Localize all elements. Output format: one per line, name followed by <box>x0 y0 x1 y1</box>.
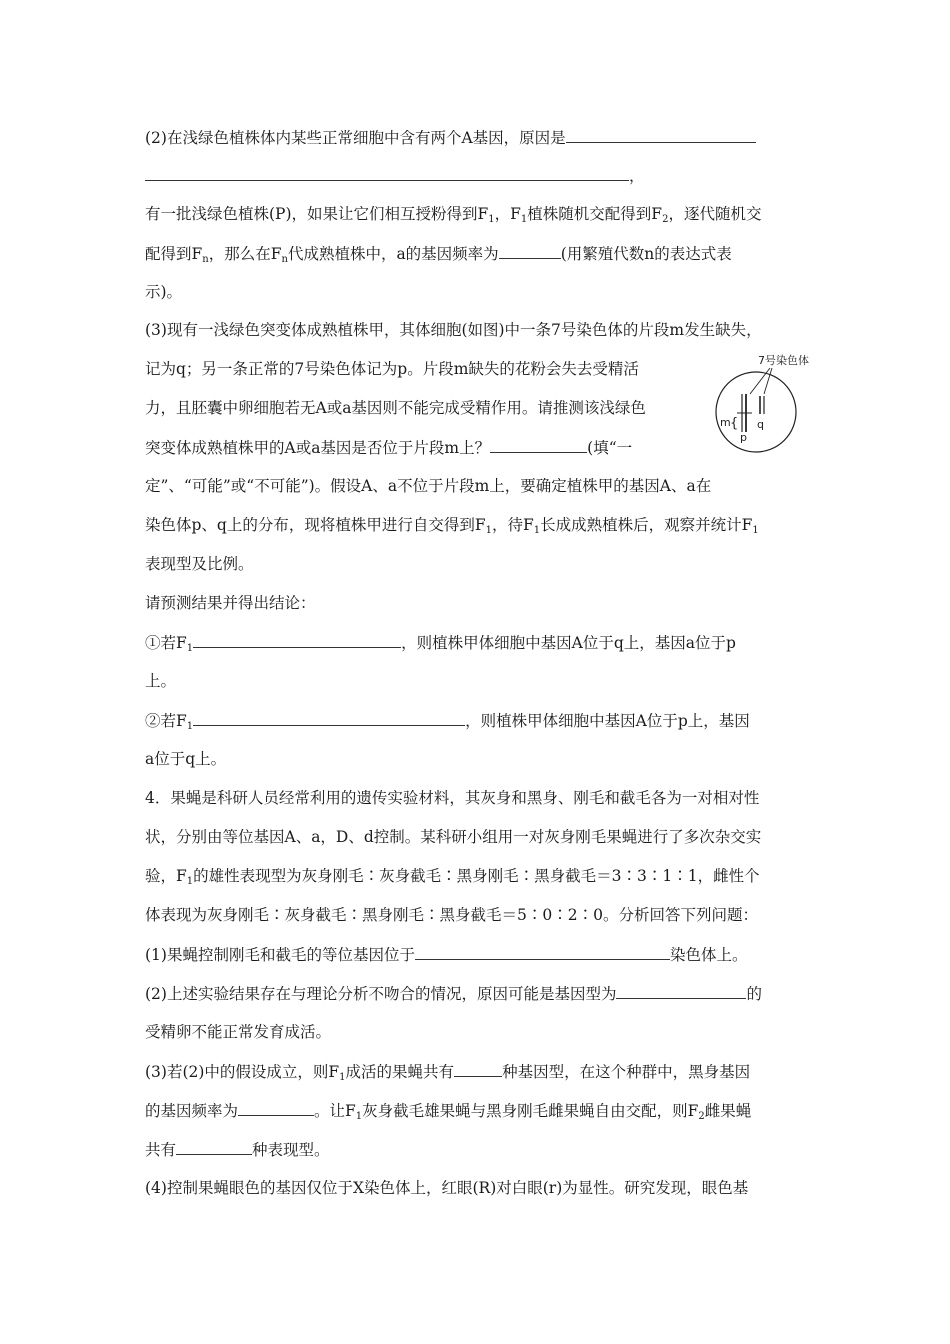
q3-result-2 <box>145 710 750 731</box>
text: 记为q；另一条正常的7号染色体记为p。片段m缺失的花粉会失去受精活 <box>145 360 639 378</box>
text: 染色体上。 <box>669 946 748 964</box>
text: (3)若(2)中的假设成立，则F <box>145 1063 340 1081</box>
text: 受精卵不能正常发育成活。 <box>145 1023 332 1041</box>
answer-blank[interactable] <box>499 243 561 259</box>
text: 定”、“可能”或“不可能”)。假设A、a不位于片段m上，要确定植株甲的基因A、a在 <box>145 477 712 495</box>
text: ，F <box>494 205 521 223</box>
text: 突变体成熟植株甲的A或a基因是否位于片段m上？ <box>145 439 491 457</box>
segment-brace: { <box>730 416 739 431</box>
q2-line-2 <box>145 165 645 186</box>
text: 示)。 <box>145 283 183 301</box>
text: 配得到F <box>145 245 203 263</box>
subscript: 1 <box>339 1072 346 1083</box>
text: (填“一 <box>587 439 633 457</box>
q3-result-1 <box>145 632 736 653</box>
answer-blank[interactable] <box>616 983 746 999</box>
q3-line-4 <box>145 437 632 458</box>
text: (3)现有一浅绿色突变体成熟植株甲，其体细胞(如图)中一条7号染色体的片段m发生缺失， <box>145 321 762 339</box>
subscript: 1 <box>186 721 194 732</box>
subscript: n <box>281 254 288 265</box>
q4-line-1 <box>145 788 759 808</box>
q3-line-7 <box>145 554 254 574</box>
chromosome-p-label: p <box>740 431 747 444</box>
text: 灰身截毛雄果蝇与黑身刚毛雌果蝇自由交配，则F <box>362 1102 699 1120</box>
subscript: 1 <box>488 214 495 225</box>
q4-line-3 <box>145 866 760 886</box>
q4-line-8 <box>145 1061 750 1082</box>
label-pointer <box>764 368 772 394</box>
answer-blank[interactable] <box>145 165 629 181</box>
chromosome-label: 7号染色体 <box>758 354 809 367</box>
text: ，逐代随机交 <box>668 205 762 223</box>
text: 长成成熟植株后，观察并统计F <box>540 516 753 534</box>
answer-blank[interactable] <box>415 944 670 960</box>
subscript: 1 <box>355 1111 363 1122</box>
text: 种基因型，在这个种群中，黑身基因 <box>502 1063 751 1081</box>
answer-blank[interactable] <box>566 127 756 143</box>
answer-blank[interactable] <box>193 710 465 726</box>
text: 状，分别由等位基因A、a，D、d控制。某科研小组用一对灰身刚毛果蝇进行了多次杂交实 <box>145 828 762 846</box>
q3-line-6 <box>145 515 759 535</box>
text: 4．果蝇是科研人员经常利用的遗传实验材料，其灰身和黑身、刚毛和截毛各为一对相对性 <box>145 789 760 807</box>
cell-membrane <box>716 372 796 452</box>
text: 的 <box>746 985 762 1003</box>
text: 请预测结果并得出结论： <box>145 594 316 612</box>
q2-line-5 <box>145 282 182 302</box>
subscript: 2 <box>698 1111 705 1122</box>
text: (1)果蝇控制刚毛和截毛的等位基因位于 <box>145 946 415 964</box>
text: (用繁殖代数n的表达式表 <box>560 245 732 263</box>
q3-line-2 <box>145 359 639 379</box>
q4-line-5 <box>145 944 747 965</box>
q2-line-4 <box>145 243 732 264</box>
q4-line-9 <box>145 1100 751 1121</box>
subscript: 1 <box>520 214 528 225</box>
q4-line-6 <box>145 983 762 1004</box>
subscript: 2 <box>662 214 669 225</box>
q4-line-7 <box>145 1022 331 1042</box>
subscript: n <box>202 254 209 265</box>
text: ，则植株甲体细胞中基因A位于p上，基因 <box>465 712 750 730</box>
text: 。让F <box>314 1102 356 1120</box>
subscript: 1 <box>533 525 541 536</box>
text: ②若F <box>145 712 187 730</box>
q2-line-1 <box>145 127 756 148</box>
cell-figure <box>706 350 816 460</box>
subscript: 1 <box>186 643 194 654</box>
text: 力，且胚囊中卵细胞若无A或a基因则不能完成受精作用。请推测该浅绿色 <box>145 399 646 417</box>
q4-line-11 <box>145 1178 748 1198</box>
text: 染色体p、q上的分布，现将植株甲进行自交得到F <box>145 516 486 534</box>
q3-result-2-cont <box>145 749 226 769</box>
text: ，那么在F <box>208 245 282 263</box>
q4-line-2 <box>145 827 761 847</box>
q3-line-3 <box>145 398 646 418</box>
text: 验，F <box>145 867 187 885</box>
answer-blank[interactable] <box>490 437 587 453</box>
text: 表现型及比例。 <box>145 555 254 573</box>
answer-blank[interactable] <box>238 1100 314 1116</box>
text: 有一批浅绿色植株(P)，如果让它们相互授粉得到F <box>145 205 489 223</box>
text: ，则植株甲体细胞中基因A位于q上，基因a位于p <box>401 634 736 652</box>
text: 共有 <box>145 1141 177 1159</box>
q2-line-3 <box>145 204 761 224</box>
answer-blank[interactable] <box>454 1061 502 1077</box>
text: ，待F <box>491 516 534 534</box>
text: 成活的果蝇共有 <box>345 1063 455 1081</box>
subscript: 1 <box>752 525 759 536</box>
text: (2)在浅绿色植株体内某些正常细胞中含有两个A基因，原因是 <box>145 129 566 147</box>
text: 的基因频率为 <box>145 1102 239 1120</box>
q3-line-1 <box>145 320 762 340</box>
text: (2)上述实验结果存在与理论分析不吻合的情况，原因可能是基因型为 <box>145 985 617 1003</box>
text: 上。 <box>145 672 177 690</box>
text: 代成熟植株中，a的基因频率为 <box>287 245 499 263</box>
q3-line-8 <box>145 593 316 613</box>
text: 的雄性表现型为灰身刚毛∶灰身截毛∶黑身刚毛∶黑身截毛＝3∶3∶1∶1，雌性个 <box>193 867 760 885</box>
q4-line-4 <box>145 905 758 925</box>
text: 种表现型。 <box>252 1141 330 1159</box>
subscript: 1 <box>485 525 492 536</box>
text: ， <box>629 167 645 185</box>
q3-line-5 <box>145 476 711 496</box>
chromosome-q-label: q <box>757 418 764 431</box>
answer-blank[interactable] <box>176 1139 252 1155</box>
text: ①若F <box>145 634 187 652</box>
text: 雌果蝇 <box>704 1102 752 1120</box>
answer-blank[interactable] <box>193 632 401 648</box>
subscript: 1 <box>186 876 194 887</box>
segment-m-label: m <box>720 416 731 429</box>
q3-result-1-cont <box>145 671 176 691</box>
text: (4)控制果蝇眼色的基因仅位于X染色体上，红眼(R)对白眼(r)为显性。研究发现，眼色基 <box>145 1179 749 1197</box>
text: 体表现为灰身刚毛∶灰身截毛∶黑身刚毛∶黑身截毛＝5∶0∶2∶0。分析回答下列问题： <box>145 906 758 924</box>
text: a位于q上。 <box>145 750 227 768</box>
q4-line-10 <box>145 1139 330 1160</box>
text: 植株随机交配得到F <box>527 205 663 223</box>
